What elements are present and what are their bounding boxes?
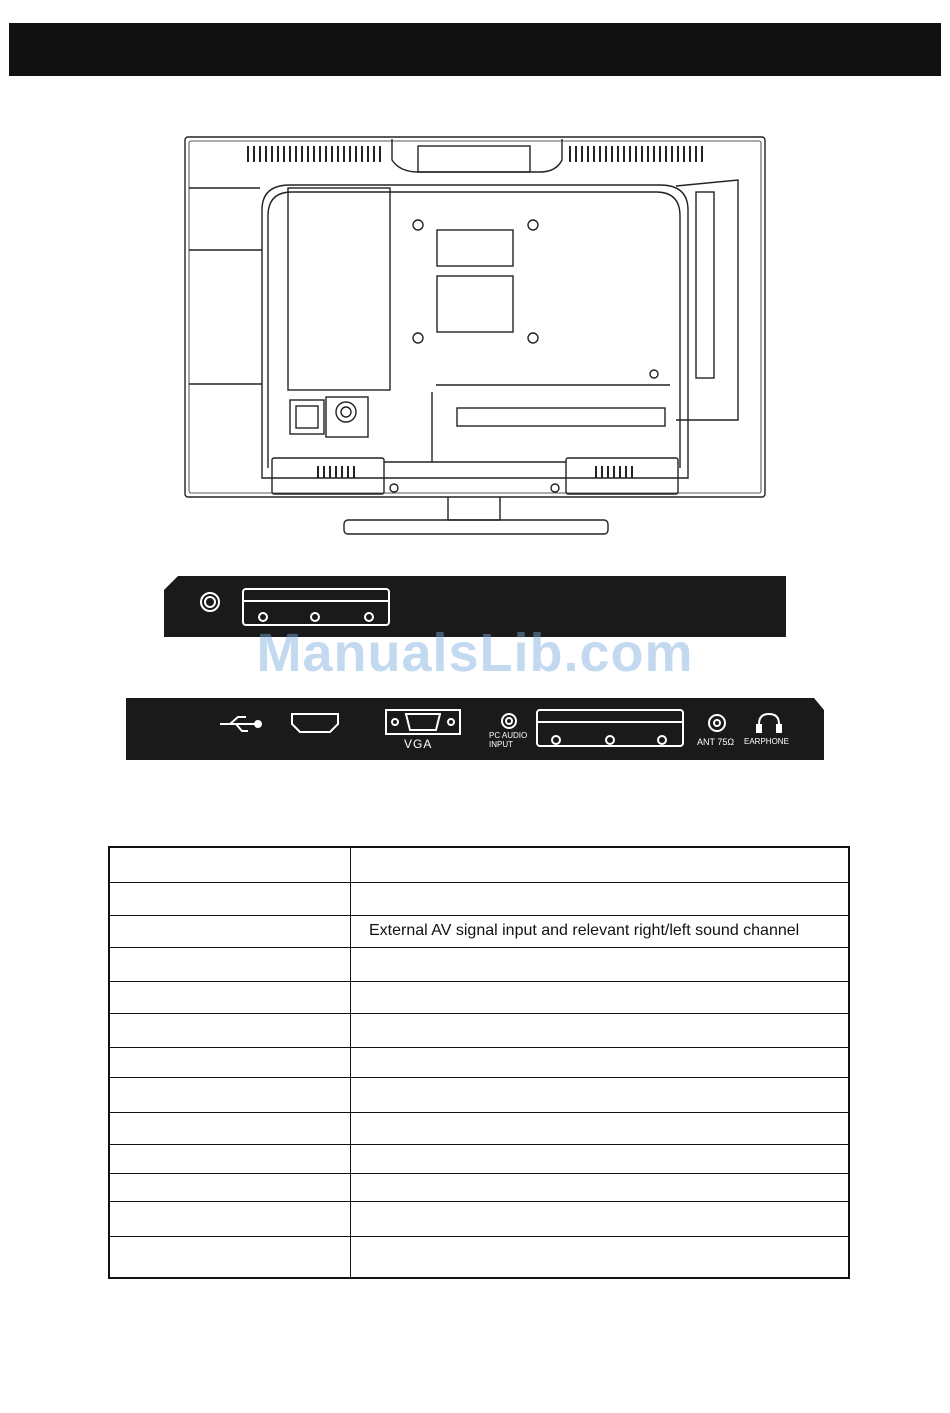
table-row bbox=[109, 915, 849, 947]
table-cell-description bbox=[351, 947, 850, 981]
table-cell-description bbox=[351, 1144, 850, 1173]
table-cell-label bbox=[109, 1144, 351, 1173]
antenna-label: ANT 75Ω bbox=[697, 737, 735, 747]
table-row bbox=[109, 847, 849, 882]
table-row bbox=[109, 1077, 849, 1112]
bottom-connector-ports bbox=[126, 698, 824, 760]
table-cell-label bbox=[109, 981, 351, 1013]
table-row bbox=[109, 1201, 849, 1236]
table-cell-label bbox=[109, 1112, 351, 1144]
table-cell-label bbox=[109, 1236, 351, 1278]
table-cell-description bbox=[351, 981, 850, 1013]
table-cell-description bbox=[351, 1047, 850, 1077]
headphone-icon bbox=[757, 714, 781, 732]
table-cell-label bbox=[109, 1173, 351, 1201]
hdmi-port-icon bbox=[292, 714, 338, 732]
table-row bbox=[109, 1013, 849, 1047]
table-cell-description: External AV signal input and relevant right/left sound channel bbox=[351, 915, 850, 947]
table-cell-label bbox=[109, 847, 351, 882]
table-cell-label bbox=[109, 915, 351, 947]
table-row bbox=[109, 981, 849, 1013]
table-cell-description bbox=[351, 1077, 850, 1112]
table-cell-label bbox=[109, 1077, 351, 1112]
pc-audio-label: PC AUDIO bbox=[489, 731, 528, 740]
connector-table bbox=[108, 846, 850, 1279]
watermark: ManualsLib.com bbox=[256, 623, 694, 683]
vga-port-icon bbox=[386, 710, 460, 734]
table-cell-label bbox=[109, 1013, 351, 1047]
table-cell-label bbox=[109, 882, 351, 915]
table-cell-description bbox=[351, 1013, 850, 1047]
table-cell-description bbox=[351, 1112, 850, 1144]
table-row bbox=[109, 1144, 849, 1173]
table-row bbox=[109, 882, 849, 915]
table-cell-label bbox=[109, 947, 351, 981]
usb-icon bbox=[220, 717, 261, 731]
table-cell-description bbox=[351, 847, 850, 882]
table-row bbox=[109, 1112, 849, 1144]
table-row bbox=[109, 947, 849, 981]
table-row bbox=[109, 1236, 849, 1278]
pc-audio-input-label: INPUT bbox=[489, 740, 513, 749]
table-cell-description bbox=[351, 1236, 850, 1278]
table-cell-label bbox=[109, 1047, 351, 1077]
table-cell-description bbox=[351, 1201, 850, 1236]
table-cell-label bbox=[109, 1201, 351, 1236]
earphone-label: EARPHONE bbox=[744, 737, 789, 746]
vga-label: VGA bbox=[404, 737, 433, 751]
table-row bbox=[109, 1173, 849, 1201]
table-cell-description bbox=[351, 1173, 850, 1201]
table-row bbox=[109, 1047, 849, 1077]
tv-rear-view-illustration bbox=[0, 0, 950, 560]
table-cell-description bbox=[351, 882, 850, 915]
